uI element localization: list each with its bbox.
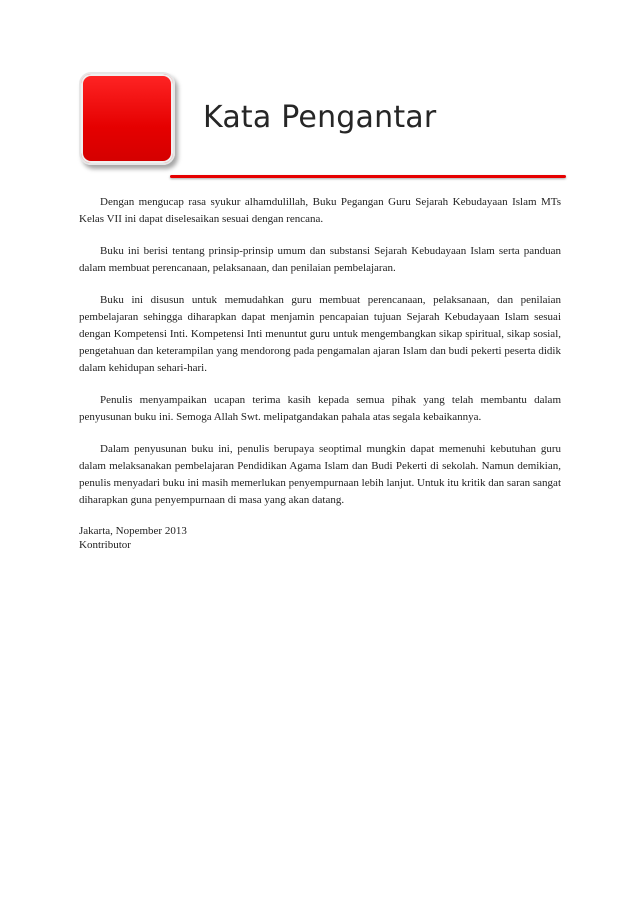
- author: Kontributor: [79, 539, 131, 551]
- paragraph-4: Penulis menyampaikan ucapan terima kasih kepada semua pihak yang telah membantu dalam penyusunan buku ini. Semoga Allah Swt. melipatgandakan pahala atas segala kebaikannya.: [79, 394, 561, 423]
- paragraph-1: Dengan mengucap rasa syukur alhamdulillah, Buku Pegangan Guru Sejarah Kebudayaan Islam MTs Kelas VII ini dapat diselesaikan sesuai dengan rencana.: [79, 196, 561, 225]
- preface-body: [79, 194, 561, 552]
- paragraph-5: Dalam penyusunan buku ini, penulis berupaya seoptimal mungkin dapat memenuhi kebutuhan guru dalam melaksanakan pembelajaran Pendidikan Agama Islam dan Budi Pekerti di sekolah. Namun demikian, penulis menyadari buku ini masih memerlukan penyempurnaan lebih lanjut. Untuk itu kritik dan saran sangat diharapkan guna penyempurnaan di masa yang akan datang.: [79, 443, 561, 506]
- page-title: Kata Pengantar: [203, 100, 437, 135]
- paragraph-2: Buku ini berisi tentang prinsip-prinsip umum dan substansi Sejarah Kebudayaan Islam serta panduan dalam membuat perencanaan, pelaksanaan, dan penilaian pembelajaran.: [79, 245, 561, 274]
- place-date: Jakarta, Nopember 2013: [79, 525, 187, 537]
- title-underline: [170, 175, 566, 178]
- paragraph-3: Buku ini disusun untuk memudahkan guru membuat perencanaan, pelaksanaan, dan penilaian pembelajaran sehingga diharapkan dapat menjamin pencapaian tujuan Sejarah Kebudayaan Islam sesuai dengan Kompetensi Inti. Kompetensi Inti menuntut guru untuk mengembangkan sikap spiritual, sikap sosial, pengetahuan dan keterampilan yang mendorong pada pengamalan ajaran Islam dan budi pekerti peserta didik dalam kehidupan sehari-hari.: [79, 294, 561, 374]
- red-decorative-block: [79, 72, 175, 165]
